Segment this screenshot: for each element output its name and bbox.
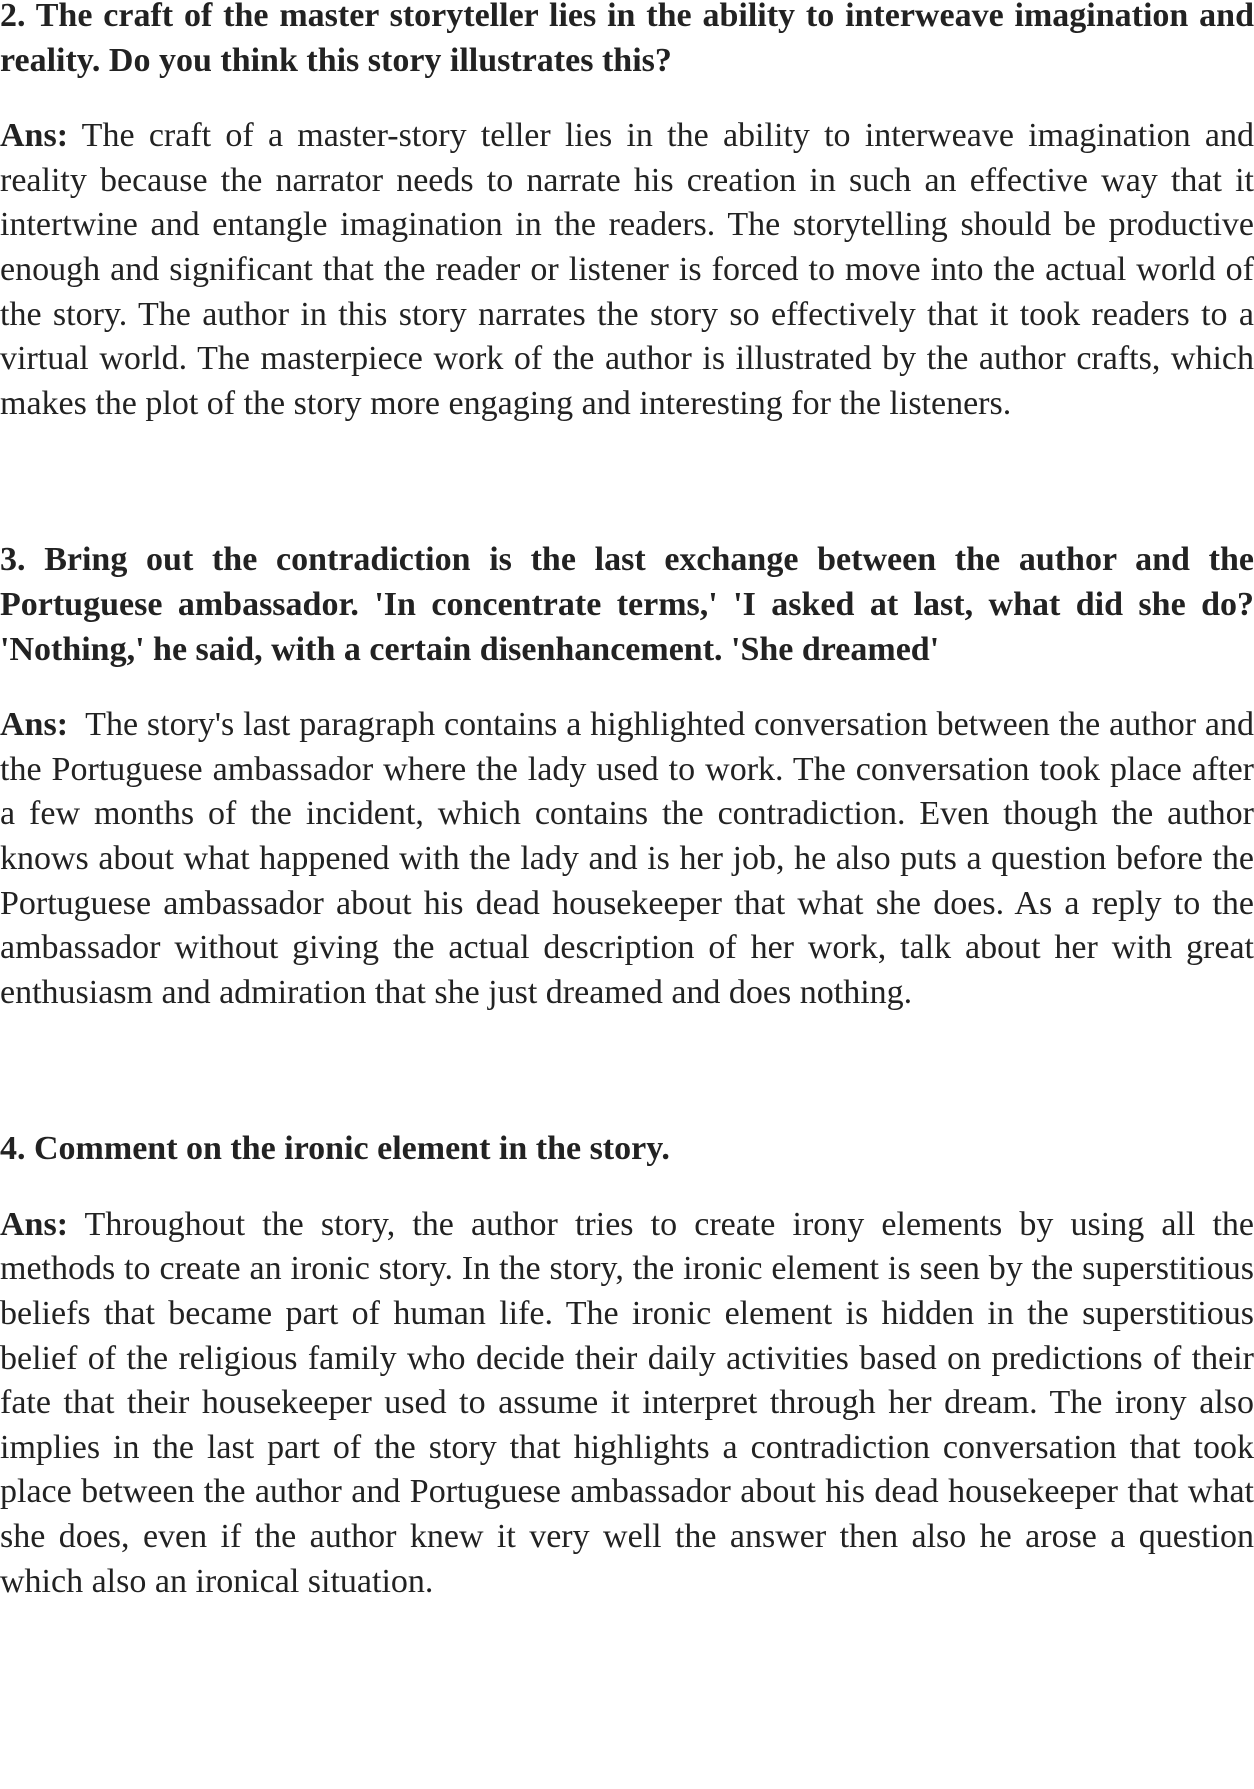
answer-label: Ans: (0, 117, 69, 155)
question-section-4 (0, 1127, 1254, 1604)
answer-paragraph (0, 1203, 1254, 1604)
question-heading: 3. Bring out the contradiction is the last exchange between the author and the Portuguese ambassador. 'In concentrate terms,' 'I asked at last, what did she do? 'Nothing,' he said, with a certain disenhancement. 'She dreamed' (0, 541, 1254, 668)
answer-text: Throughout the story, the author tries to create irony elements by using all the methods to create an ironic story. In the story, the ironic element is seen by the superstitious beliefs that became part of human life. The ironic element is hidden in the superstitious belief of the religious family who decide their daily activities based on predictions of their fate that their housekeeper used to assume it interpret through her dream. The irony also implies in the last part of the story that highlights a contradiction conversation that took place between the author and Portuguese ambassador about his dead housekeeper that what she does, even if the author knew it very well the answer then also he arose a question which also an ironical situation. (0, 1205, 1254, 1600)
answer-paragraph (0, 114, 1254, 426)
answer-text: The story's last paragraph contains a highlighted conversation between the author and the Portuguese ambassador where the lady used to work. The conversation took place after a few months of the incident, which contains the contradiction. Even though the author knows about what happened with the lady and is her job, he also puts a question before the Portuguese ambassador about his dead housekeeper that what she does. As a reply to the ambassador without giving the actual description of her work, talk about her with great enthusiasm and admiration that she just dreamed and does nothing. (0, 706, 1254, 1011)
question-section-3 (0, 538, 1254, 1015)
answer-text: The craft of a master-story teller lies in the ability to interweave imagination and reality because the narrator needs to narrate his creation in such an effective way that it intertwine and entangle imagination in the readers. The storytelling should be productive enough and significant that the reader or listener is forced to move into the actual world of the story. The author in this story narrates the story so effectively that it took readers to a virtual world. The masterpiece work of the author is illustrated by the author crafts, which makes the plot of the story more engaging and interesting for the listeners. (0, 117, 1254, 422)
question-heading: 2. The craft of the master storyteller lies in the ability to interweave imagination and reality. Do you think this story illustrates this? (0, 0, 1254, 79)
answer-paragraph (0, 703, 1254, 1015)
answer-label: Ans: (0, 1205, 69, 1243)
question-section-2 (0, 0, 1254, 426)
question-heading: 4. Comment on the ironic element in the story. (0, 1130, 670, 1168)
answer-label: Ans: (0, 706, 69, 744)
